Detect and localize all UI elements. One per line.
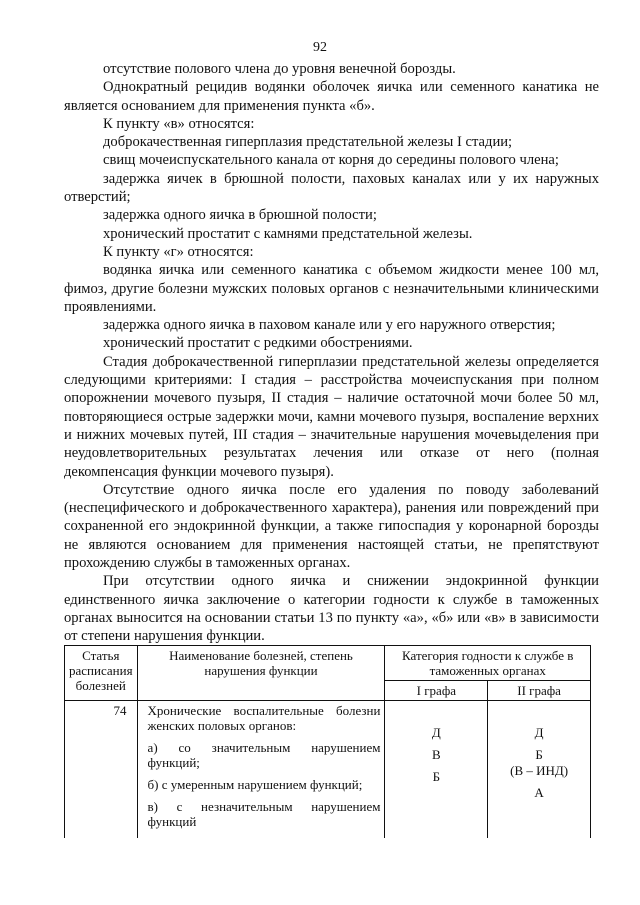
paragraph: доброкачественная гиперплазия предстательной железы I стадии; <box>103 134 513 151</box>
header-col1: I графа <box>385 681 488 701</box>
disease-item-b: б) с умеренным нарушением функций; <box>147 777 363 792</box>
paragraph: При отсутствии одного яичка и снижении эндокринной функции единственного яичка заключение о категории годности к службе в таможенных органах выносится на основании статьи 13 по пункту «а», «б» или «в» в зависимости от степени нарушения функции. <box>64 573 599 645</box>
paragraph: К пункту «г» относятся: <box>103 243 254 260</box>
paragraph: задержка одного яичка в паховом канале или у его наружного отверстия; <box>103 317 556 334</box>
disease-intro: Хронические воспалительные болезни женских половых органов: <box>147 703 381 733</box>
paragraph: отсутствие полового члена до уровня венечной борозды. <box>103 61 456 77</box>
col2-item-a: Д <box>534 725 544 740</box>
header-disease: Наименование болезней, степень нарушения функции <box>137 646 385 701</box>
col2-item-b: Б <box>535 747 543 762</box>
disease-cell <box>137 701 385 839</box>
document-body <box>64 60 599 646</box>
paragraph: Стадия доброкачественной гиперплазии предстательной железы определяется следующими критериями: I стадия – расстройства мочеиспускания при полном опорожнении мочевого пузыря, II стадия – наличие остаточной мочи более 50 мл, повторяющиеся острые задержки мочи, камни мочевого пузыря, воспаление верхних и нижних мочевых путей, III стадия – значительные нарушения мочевыделения при неудовлетворительных результатах лечения или отказе от него (полная декомпенсация функции мочевого пузыря). <box>64 353 599 480</box>
table-row <box>65 701 591 839</box>
header-article: Статья расписания болезней <box>65 646 138 701</box>
paragraph: Отсутствие одного яичка после его удаления по поводу заболеваний (неспецифического и доброкачественного характера), ранения или повреждений при сохраненной его эндокринной функции, а также гипоспадия у коронарной борозды не являются основанием для применения настоящей статьи, не препятствуют прохождению службы в таможенных органах. <box>64 481 599 572</box>
article-number: 74 <box>65 701 138 839</box>
col1-item-a: Д <box>431 725 441 740</box>
col2-cell <box>488 701 591 839</box>
paragraph: задержка одного яичка в брюшной полости; <box>103 207 377 224</box>
col2-item-c: А <box>534 785 544 800</box>
col1-item-c: Б <box>432 769 441 784</box>
paragraph: хронический простатит с камнями предстательной железы. <box>103 225 473 242</box>
disease-table <box>64 645 591 838</box>
header-category: Категория годности к службе в таможенных органах <box>385 646 591 681</box>
paragraph: водянка яичка или семенного канатика с объемом жидкости менее 100 мл, фимоз, другие болезни мужских половых органов с незначительными клиническими проявлениями. <box>64 262 599 315</box>
disease-item-a: а) со значительным нарушением функций; <box>147 740 381 770</box>
col1-cell <box>385 701 488 839</box>
col2-item-b-sub: (В – ИНД) <box>510 763 569 778</box>
paragraph: задержка яичек в брюшной полости, паховых каналах или у их наружных отверстий; <box>64 170 599 206</box>
paragraph: хронический простатит с редкими обострениями. <box>103 335 413 352</box>
paragraph: К пункту «в» относятся: <box>103 115 255 132</box>
paragraph: свищ мочеиспускательного канала от корня до середины полового члена; <box>103 152 559 169</box>
col1-item-b: В <box>432 747 441 762</box>
disease-item-c: в) с незначительным нарушением функций <box>147 799 381 829</box>
header-col2: II графа <box>488 681 591 701</box>
page-number: 92 <box>313 40 327 55</box>
paragraph: Однократный рецидив водянки оболочек яичка или семенного канатика не является основанием для применения пункта «б». <box>64 79 599 114</box>
